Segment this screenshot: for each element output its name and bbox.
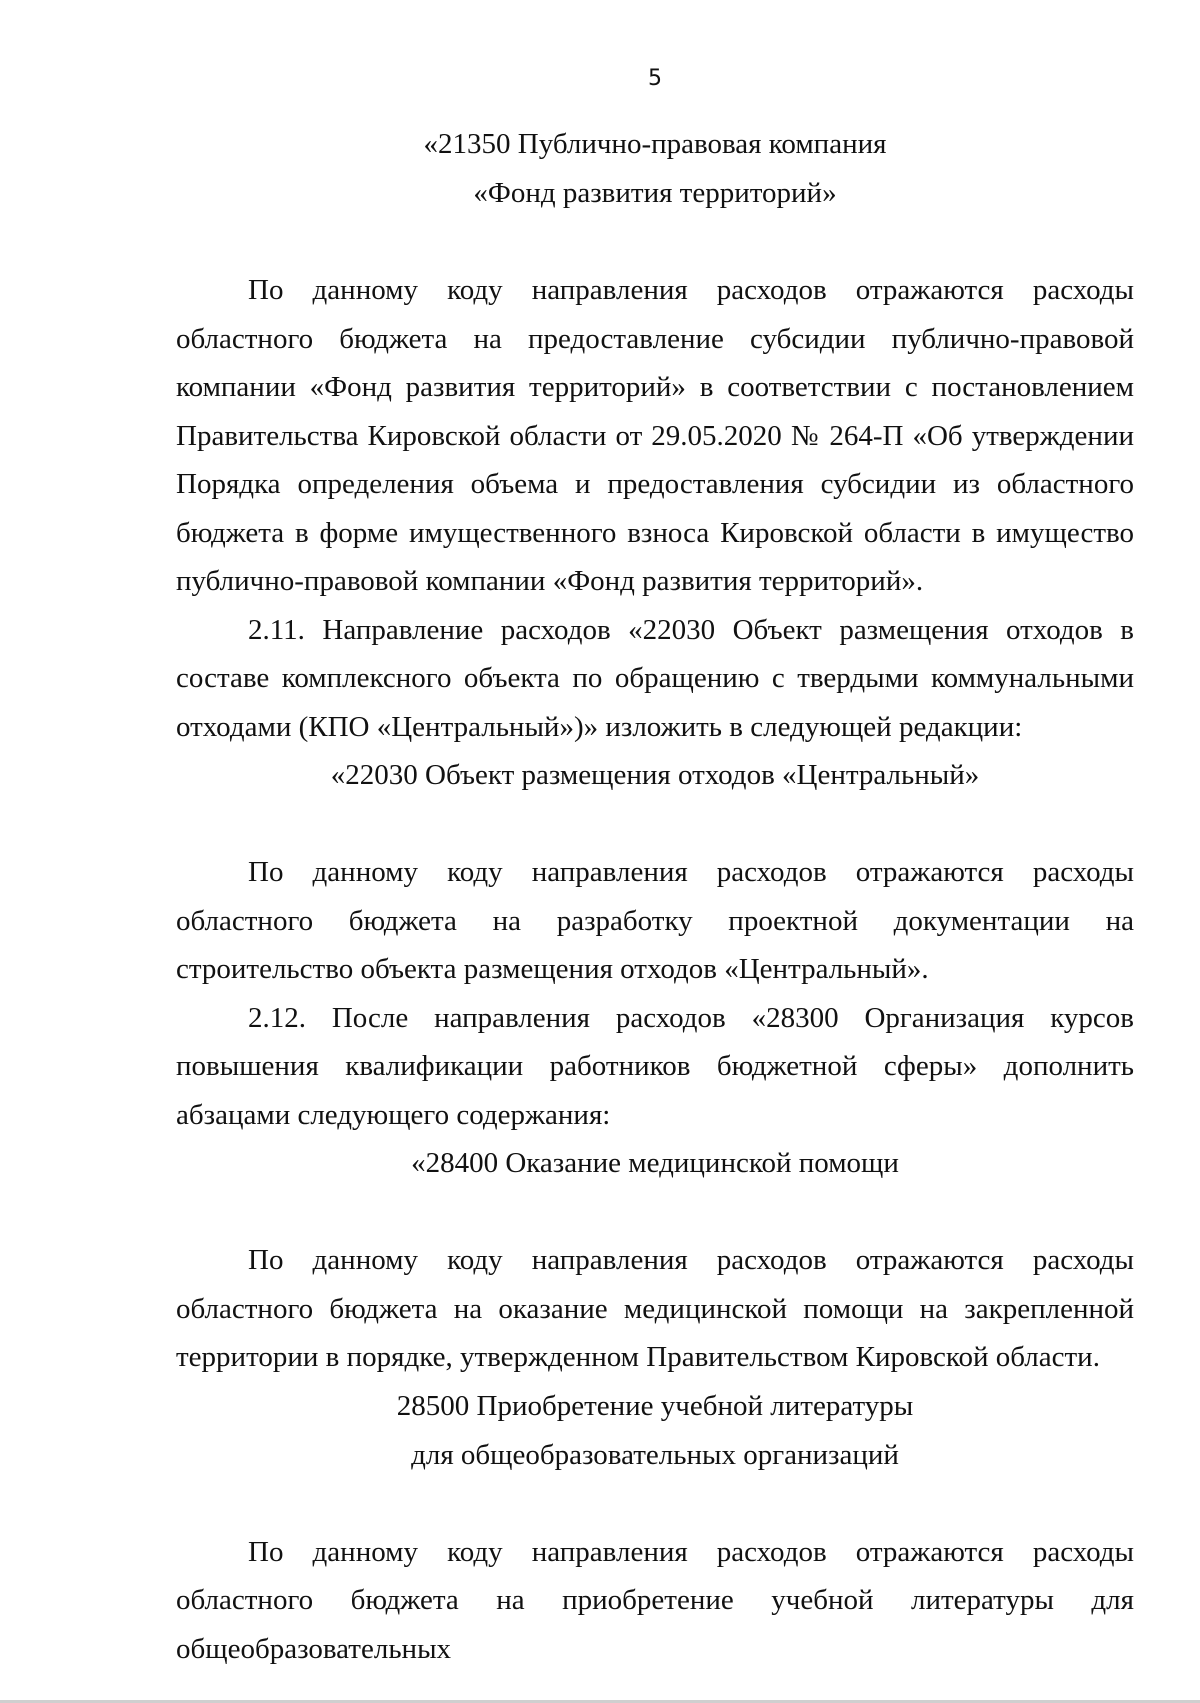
paragraph-22030-description: По данному коду направления расходов отражаются расходы областного бюджета на разработку проектной документации на строительство объекта размещения отходов «Центральный». [176,856,1134,985]
section-heading-28500 [176,1382,1134,1480]
heading-line: 28500 Приобретение учебной литературы [396,1389,914,1422]
paragraph-28400-description: По данному коду направления расходов отражаются расходы областного бюджета на оказание медицинской помощи на закрепленной территории в порядке, утвержденном Правительством Кировской области. [176,1244,1134,1373]
heading-line: «28400 Оказание медицинской помощи [411,1147,899,1179]
paragraph-21350-description: По данному коду направления расходов отражаются расходы областного бюджета на предоставление субсидии публично-правовой компании «Фонд развития территорий» в соответствии с постановлением Правительства Кировской области от 29.05.2020 № 264-П «Об утверждении Порядка определения объема и предоставления субсидии из областного бюджета в форме имущественного взноса Кировской области в имущество публично-правовой компании «Фонд развития территорий». [176,274,1134,597]
paragraph-2-11: 2.11. Направление расходов «22030 Объект размещения отходов в составе комплексного объекта по обращению с твердыми коммунальными отходами (КПО «Центральный»)» изложить в следующей редакции: [176,613,1134,743]
paragraph-28500-description: По данному коду направления расходов отражаются расходы областного бюджета на приобретение учебной литературы для общеобразовательных [176,1535,1134,1665]
page-number: 5 [648,66,662,91]
document-body [176,120,1134,1673]
section-heading-28400 [176,1139,1134,1188]
paragraph-2-12: 2.12. После направления расходов «28300 Организация курсов повышения квалификации работников бюджетной сферы» дополнить абзацами следующего содержания: [176,1001,1134,1131]
heading-line: «21350 Публично-правовая компания [423,128,887,160]
heading-line: «Фонд развития территорий» [473,177,837,209]
heading-line: «22030 Объект размещения отходов «Центральный» [330,759,980,791]
heading-line: для общеобразовательных организаций [411,1438,899,1471]
section-heading-22030 [176,751,1134,800]
section-heading-21350 [176,120,1134,218]
